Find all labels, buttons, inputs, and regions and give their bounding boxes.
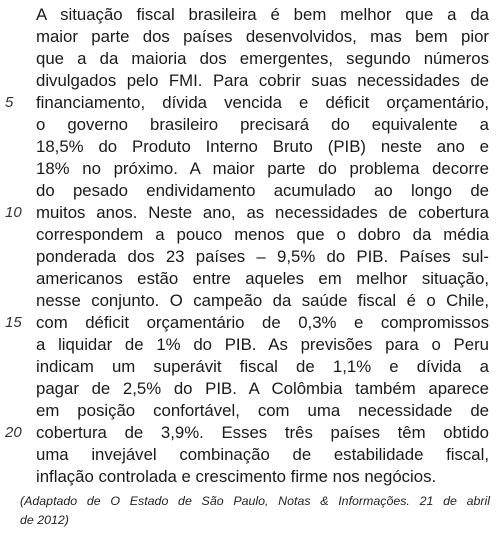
source-citation-line-2: de 2012) — [20, 513, 69, 527]
text-line-1: A situação fiscal brasileira é bem melhor que a da — [36, 5, 489, 24]
line-number-5: 5 — [5, 94, 14, 111]
text-line-6: o governo brasileiro precisará do equivalente a — [36, 115, 489, 134]
text-line-15: com déficit orçamentário de 0,3% e compromissos — [36, 313, 489, 332]
text-line-10: muitos anos. Neste ano, as necessidades de cobertura — [36, 203, 489, 222]
text-line-16: a liquidar de 1% do PIB. As previsões para o Peru — [36, 335, 489, 354]
text-line-13: americanos estão entre aqueles em melhor situação, — [36, 269, 489, 288]
text-line-9: do pesado endividamento acumulado ao longo de — [36, 181, 489, 200]
text-line-12: ponderada dos 23 países – 9,5% do PIB. Países sul- — [36, 247, 489, 266]
text-line-20: cobertura de 3,9%. Esses três países têm obtido — [36, 423, 489, 442]
text-line-21: uma invejável combinação de estabilidade fiscal, — [36, 445, 489, 464]
text-line-8: 18% no próximo. A maior parte do problema decorre — [36, 159, 489, 178]
line-number-20: 20 — [5, 424, 22, 441]
text-line-4: divulgados pelo FMI. Para cobrir suas necessidades de — [36, 71, 489, 90]
text-line-17: indicam um superávit fiscal de 1,1% e dívida a — [36, 357, 489, 376]
text-line-14: nesse conjunto. O campeão da saúde fiscal é o Chile, — [36, 291, 489, 310]
text-line-5: financiamento, dívida vencida e déficit orçamentário, — [36, 93, 489, 112]
text-line-7: 18,5% do Produto Interno Bruto (PIB) neste ano e — [36, 137, 489, 156]
text-line-2: maior parte dos países desenvolvidos, mas bem pior — [36, 27, 489, 46]
text-line-19: em posição confortável, com uma necessidade de — [36, 401, 489, 420]
text-line-3: que a da maioria dos emergentes, segundo números — [36, 49, 489, 68]
text-line-11: correspondem a pouco menos que o dobro da média — [36, 225, 489, 244]
line-number-15: 15 — [5, 314, 22, 331]
text-line-22: inflação controlada e crescimento firme nos negócios. — [36, 467, 437, 486]
line-number-10: 10 — [5, 204, 22, 221]
source-citation-line-1: (Adaptado de O Estado de São Paulo, Notas & Informações. 21 de abril — [20, 494, 490, 508]
text-line-18: pagar de 2,5% do PIB. A Colômbia também aparece — [36, 379, 489, 398]
